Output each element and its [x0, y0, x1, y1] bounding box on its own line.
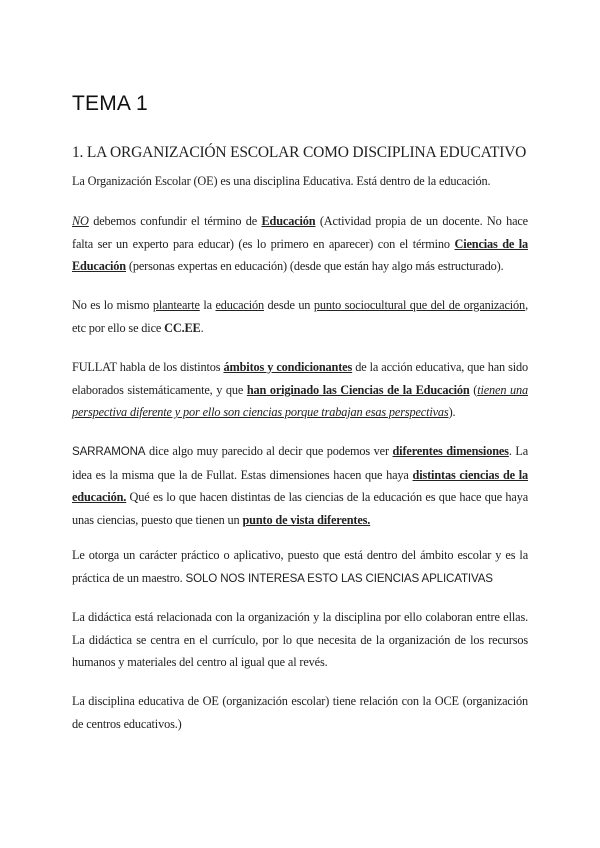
text-fragment: . La idea es la misma que la de Fullat. Estas dimensiones hacen que haya [72, 444, 528, 482]
text-fragment: Le otorga un carácter práctico o aplicativo, puesto que está dentro del ámbito escolar y es la práctica de un maestro. [72, 548, 528, 585]
text-fragment: desde un [263, 298, 314, 312]
term-distintas-ciencias: distintas ciencias de la educación. [72, 467, 529, 504]
underlined-punto-sociocultural: punto sociocultural que del de organización [313, 298, 526, 312]
text-fragment: . [200, 320, 204, 335]
underlined-educacion: educación [215, 298, 264, 312]
text-sarramona: SARRAMONA [72, 445, 146, 458]
text-fragment: ( [469, 382, 478, 397]
term-han-originado: han originado las Ciencias de la Educación [246, 382, 470, 397]
text-fragment: de la acción educativa, que han sido elaborados sistemáticamente, y que [72, 360, 528, 397]
term-diferentes-dimensiones: diferentes dimensiones [392, 444, 509, 458]
text-fragment: FULLAT habla de los distintos [72, 360, 224, 374]
paragraph-3 [72, 294, 528, 339]
italic-perspectiva: tienen una perspectiva diferente y por ello son ciencias porque trabajan esas perspectivas [72, 382, 528, 419]
text-fragment: dice algo muy parecido al decir que podemos ver [145, 444, 393, 458]
text-fragment: , etc por ello se dice [72, 298, 528, 335]
term-punto-de-vista: punto de vista diferentes. [242, 512, 371, 527]
emphasis-no: NO [72, 214, 89, 228]
paragraph-7: La didáctica está relacionada con la organización y la disciplina por ello colaboran entre ellas. La didáctica se centra en el currículo, por lo que necesita de la organización de los recursos humanos y materiales del centro al igual que al revés. [72, 610, 528, 669]
page-title: TEMA 1 [72, 92, 148, 115]
text-fragment: ). [448, 405, 456, 419]
paragraph-8: La disciplina educativa de OE (organización escolar) tiene relación con la OCE (organización de centros educativos.) [72, 694, 528, 731]
paragraph-6 [72, 544, 528, 590]
paragraph-5 [72, 440, 528, 531]
text-fragment: No es lo mismo [72, 298, 153, 312]
paragraph-4 [72, 356, 528, 424]
term-ambitos: ámbitos y condicionantes [223, 360, 353, 374]
text-solo-nos-interesa: SOLO NOS INTERESA ESTO LAS CIENCIAS APLICATIVAS [185, 571, 493, 585]
text-fragment: Qué es lo que hacen distintas de las ciencias de la educación es que hace que haya unas ciencias, puesto que tienen un [72, 490, 528, 527]
text-fragment: debemos confundir el término de [88, 214, 262, 228]
paragraph-1: La Organización Escolar (OE) es una disciplina Educativa. Está dentro de la educación. [72, 174, 491, 188]
term-ciencias-educacion: Ciencias de la Educación [72, 236, 529, 273]
paragraph-2 [72, 210, 528, 278]
text-fragment: la [199, 298, 216, 312]
term-ccee: CC.EE [164, 320, 201, 335]
text-fragment: (Actividad propia de un docente. No hace falta ser un experto para educar) (es lo primero en aparecer) con el término [72, 214, 528, 251]
term-educacion: Educación [261, 214, 316, 228]
section-heading: 1. LA ORGANIZACIÓN ESCOLAR COMO DISCIPLINA EDUCATIVO [72, 144, 527, 161]
text-fragment: (personas expertas en educación) (desde que están hay algo más estructurado). [126, 259, 504, 273]
underlined-plantearte: plantearte [152, 298, 200, 312]
